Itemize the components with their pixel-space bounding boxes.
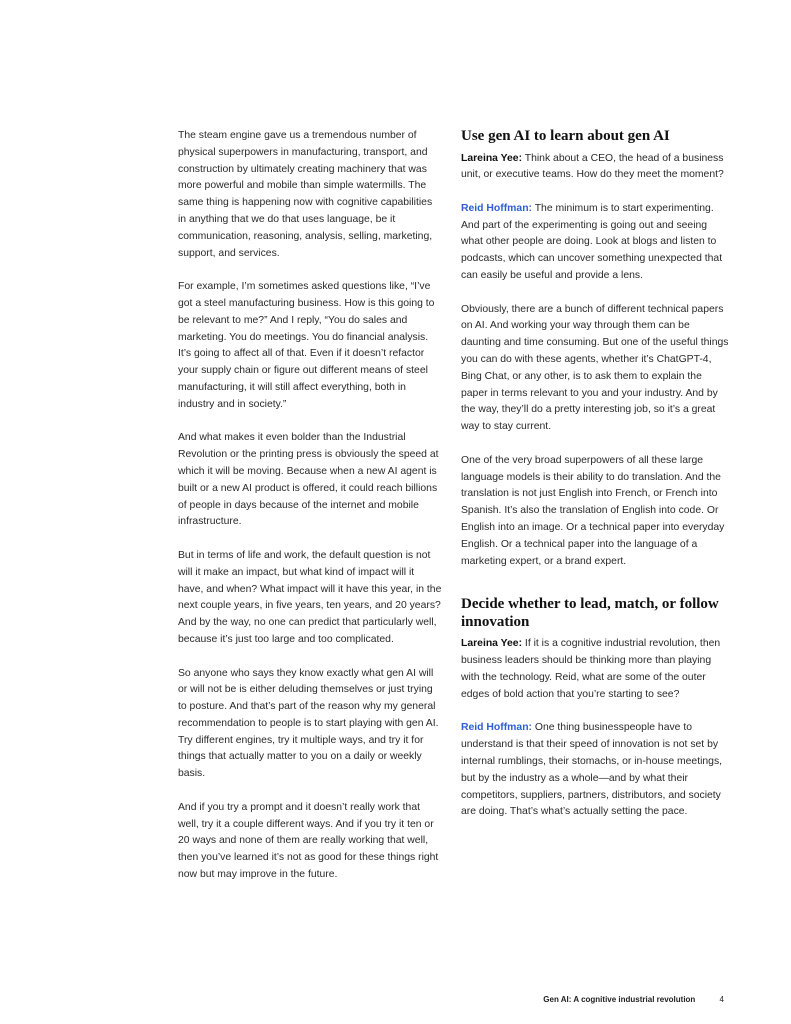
body-paragraph: Obviously, there are a bunch of different technical papers on AI. And working your way through them can be daunting and time consuming. But one of the useful things you can do with these agents, whether it’s ChatGPT-4, Bing Chat, or any other, is to ask them to explain the paper in terms relevant to you and your industry. And by the way, they’ll do a pretty interesting job, so it’s a great way to stay current. bbox=[461, 303, 729, 433]
answer-text: The minimum is to start experimenting. And part of the experimenting is going out and seeing what other people are doing. Look at blogs and listen to podcasts, which can uncover something unexpected that can easily be useful and provide a lens. bbox=[461, 202, 723, 282]
left-column bbox=[178, 128, 442, 901]
body-paragraph: One of the very broad superpowers of all these large language models is their ability to do translation. And the translation is not just English into French, or French into Spanish. It’s also the translation of English into code. Or English into an image. Or a technical paper into everyday English. Or a technical paper into the language of a marketing expert, or a brand expert. bbox=[461, 454, 725, 567]
section-heading-innovation: Decide whether to lead, match, or follow innovation bbox=[461, 596, 719, 630]
footer-title: Gen AI: A cognitive industrial revolution bbox=[543, 995, 696, 1004]
section-heading-learn: Use gen AI to learn about gen AI bbox=[461, 128, 670, 144]
body-paragraph: And if you try a prompt and it doesn’t really work that well, try it a couple different ways. And if you try it ten or 20 ways and none of them are really working that well, then you’ve learned it’s not as good for these things right now but may improve in the future. bbox=[178, 801, 439, 881]
page-number: 4 bbox=[719, 995, 724, 1004]
body-paragraph: And what makes it even bolder than the Industrial Revolution or the printing press is obviously the speed at which it will be moving. Because when a new AI agent is built or a new AI product is offered, it could reach billions of people in days because of the internet and mobile infrastructure. bbox=[178, 432, 439, 528]
body-paragraph: But in terms of life and work, the default question is not will it make an impact, but what kind of impact will it have, and when? What impact will it have this year, in the next couple years, in five years, ten years, and 20 years? And by the way, no one can predict that particularly well, because it’s just too large and too complicated. bbox=[178, 549, 442, 645]
page-footer bbox=[543, 995, 724, 1005]
body-paragraph: For example, I’m sometimes asked questions like, “I’ve got a steel manufacturing business. How is this going to be relevant to me?” And I reply, “You do sales and marketing. You do meetings. You do financial analysis. It’s going to affect all of that. Even if it doesn’t refactor your supply chain or figure out different means of steel manufacturing, it will still affect everything, both in industry and in society.” bbox=[178, 281, 435, 410]
speaker-lareina-yee: Lareina Yee: bbox=[461, 152, 523, 164]
body-paragraph: The steam engine gave us a tremendous number of physical superpowers in manufacturing, transport, and construction by ultimately creating machinery that was more powerful and mobile than simple watermills. The same thing is happening now with cognitive capabilities in anything that we do that uses language, be it communication, reasoning, analysis, selling, marketing, support, and services. bbox=[178, 130, 433, 259]
interview-question bbox=[461, 151, 729, 185]
question-text: If it is a cognitive industrial revolution, then business leaders should be thinking more than playing with the technology. Reid, what are some of the outer edges of bold action that you’re starting to see? bbox=[461, 638, 721, 700]
question-text: Think about a CEO, the head of a business unit, or executive teams. How do they meet the moment? bbox=[461, 152, 724, 181]
right-column bbox=[461, 128, 729, 838]
speaker-reid-hoffman: Reid Hoffman: bbox=[461, 202, 532, 214]
answer-text: One thing businesspeople have to understand is that their speed of innovation is not set by internal rumblings, their stomachs, or in-house meetings, but by the industry as a whole—and by what their competitors, suppliers, partners, distributors, and society are doing. That’s what’s actually setting the pace. bbox=[461, 722, 723, 818]
speaker-reid-hoffman: Reid Hoffman: bbox=[461, 722, 532, 734]
interview-question bbox=[461, 636, 729, 703]
interview-answer bbox=[461, 720, 729, 821]
body-paragraph: So anyone who says they know exactly what gen AI will or will not be is either deluding themselves or just trying to posture. And that’s part of the reason why my general recommendation to people is to start playing with gen AI. Try different engines, try it multiple ways, and try it for things that actually matter to you on a daily or weekly basis. bbox=[178, 667, 439, 780]
interview-answer bbox=[461, 201, 729, 285]
speaker-lareina-yee: Lareina Yee: bbox=[461, 638, 523, 650]
